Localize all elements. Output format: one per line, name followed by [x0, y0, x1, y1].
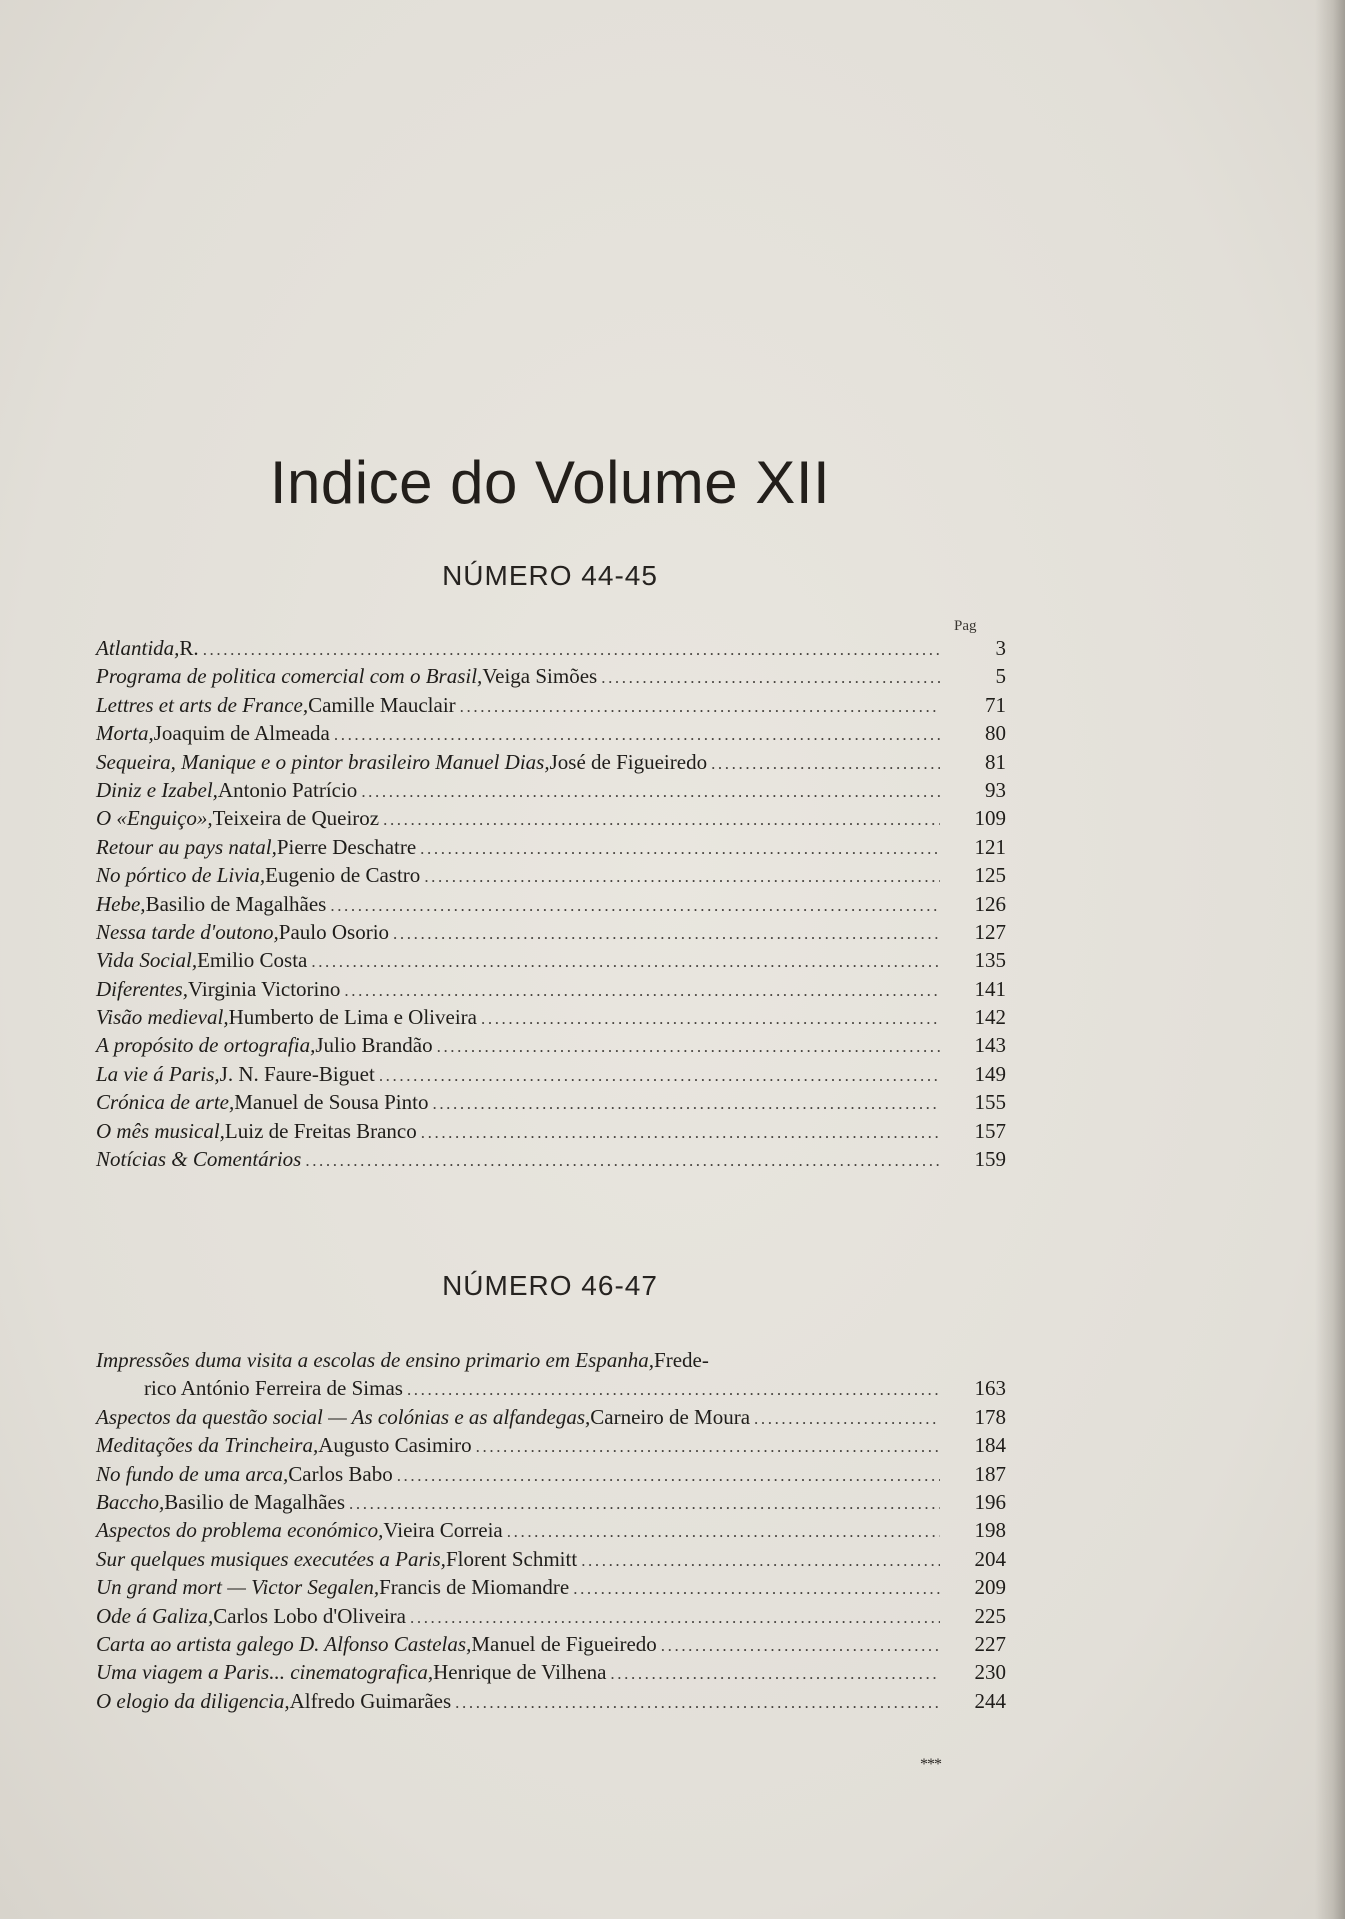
entry-page-number: 163: [974, 1376, 1006, 1401]
entry-page-number: 81: [985, 749, 1006, 774]
entry-author: Carneiro de Moura: [590, 1404, 751, 1429]
entry-title: A propósito de ortografia,: [96, 1033, 316, 1058]
toc-entry: [96, 1031, 1006, 1059]
entry-author: Carlos Babo: [288, 1461, 393, 1486]
toc-entry: [96, 634, 1006, 662]
toc-entry: [96, 1346, 1006, 1403]
toc-entry: [96, 975, 1006, 1003]
entry-page-number: 109: [974, 806, 1006, 831]
entry-author: Frede-: [654, 1348, 709, 1372]
entry-title: Programa de politica comercial com o Brasil,: [96, 664, 483, 689]
leader-dots: [581, 1547, 940, 1575]
entry-page-number: 127: [974, 919, 1006, 944]
section-heading-44-45: NÚMERO 44-45: [442, 560, 658, 591]
entry-page-number: 71: [985, 692, 1006, 717]
entry-title: Sequeira, Manique e o pintor brasileiro Manuel Dias,: [96, 749, 550, 774]
toc-entry: [96, 1658, 1006, 1686]
entry-title: No fundo de uma arca,: [96, 1461, 289, 1486]
entry-author: Pierre Deschatre: [276, 834, 417, 859]
entry-author: Luiz de Freitas Branco: [224, 1118, 417, 1143]
entry-page-number: 209: [974, 1575, 1006, 1600]
entry-title: Uma viagem a Paris... cinematografica,: [96, 1660, 434, 1685]
entry-title: Vida Social,: [96, 948, 198, 973]
entry-author: Humberto de Lima e Oliveira: [228, 1005, 477, 1030]
entry-page-number: 93: [985, 777, 1006, 802]
page-edge-shadow: [1315, 0, 1345, 1919]
toc-list-46-47: [96, 1346, 1006, 1715]
toc-entry: [96, 1573, 1006, 1601]
toc-entry: [96, 719, 1006, 747]
toc-entry: [96, 662, 1006, 690]
entry-page-number: 178: [974, 1404, 1006, 1429]
toc-entry: [96, 776, 1006, 804]
entry-title: Aspectos do problema económico,: [96, 1518, 384, 1543]
leader-dots: [203, 636, 940, 664]
entry-title: Carta ao artista galego D. Alfonso Castelas,: [96, 1631, 472, 1656]
entry-author: Eugenio de Castro: [265, 863, 421, 888]
entry-title: No pórtico de Livia,: [96, 863, 266, 888]
entry-title: Un grand mort — Victor Segalen,: [96, 1575, 380, 1600]
leader-dots: [424, 863, 940, 891]
toc-entry: [96, 1088, 1006, 1116]
entry-title: O mês musical,: [96, 1118, 225, 1143]
toc-entry: [96, 918, 1006, 946]
entry-title: Ode á Galiza,: [96, 1603, 214, 1628]
entry-title: Aspectos da questão social — As colónias e as alfandegas,: [96, 1404, 591, 1429]
entry-author: Virginia Victorino: [187, 976, 341, 1001]
toc-entry: [96, 1516, 1006, 1544]
entry-author: Francis de Miomandre: [379, 1575, 570, 1600]
entry-title: Sur quelques musiques executées a Paris,: [96, 1546, 446, 1571]
entry-title: Diferentes,: [96, 976, 188, 1001]
entry-author: Manuel de Figueiredo: [471, 1631, 657, 1656]
toc-entry: [96, 1060, 1006, 1088]
leader-dots: [305, 1147, 940, 1175]
entry-page-number: 121: [974, 834, 1006, 859]
entry-page-number: 155: [974, 1090, 1006, 1115]
end-ornament: ***: [920, 1756, 941, 1773]
entry-page-number: 143: [974, 1033, 1006, 1058]
entry-author: Basilio de Magalhães: [164, 1489, 346, 1514]
leader-dots: [661, 1632, 940, 1660]
entry-title: O elogio da diligencia,: [96, 1688, 290, 1713]
entry-author: Paulo Osorio: [278, 919, 390, 944]
entry-page-number: 3: [995, 636, 1006, 660]
leader-dots: [349, 1490, 940, 1518]
leader-dots: [573, 1575, 940, 1603]
entry-title: Nessa tarde d'outono,: [96, 919, 279, 944]
entry-page-number: 126: [974, 891, 1006, 916]
entry-author: José de Figueiredo: [549, 749, 708, 774]
entry-author: Augusto Casimiro: [318, 1433, 472, 1458]
entry-author: Manuel de Sousa Pinto: [234, 1090, 429, 1115]
leader-dots: [754, 1405, 940, 1433]
toc-entry: [96, 890, 1006, 918]
entry-author: Henrique de Vilhena: [433, 1660, 607, 1685]
leader-dots: [481, 1005, 940, 1033]
entry-page-number: 230: [974, 1660, 1006, 1685]
entry-page-number: 159: [974, 1147, 1006, 1172]
entry-page-number: 149: [974, 1061, 1006, 1086]
leader-dots: [420, 835, 940, 863]
entry-title: O «Enguiço»,: [96, 806, 213, 831]
entry-page-number: 135: [974, 948, 1006, 973]
entry-author: Emilio Costa: [197, 948, 308, 973]
entry-page-number: 5: [995, 664, 1006, 689]
entry-author: Teixeira de Queiroz: [212, 806, 380, 831]
leader-dots: [432, 1090, 940, 1118]
toc-entry: [96, 1003, 1006, 1031]
leader-dots: [383, 806, 940, 834]
page-title: Indice do Volume XII: [269, 449, 831, 516]
entry-author-continuation: rico António Ferreira de Simas: [144, 1376, 403, 1401]
entry-title: Impressões duma visita a escolas de ensino primario em Espanha,: [96, 1348, 655, 1372]
entry-title: Diniz e Izabel,: [96, 777, 218, 802]
leader-dots: [476, 1433, 940, 1461]
entry-title: Baccho,: [96, 1489, 165, 1514]
toc-entry: [96, 1145, 1006, 1173]
toc-entry: [96, 1687, 1006, 1715]
leader-dots: [330, 892, 940, 920]
toc-entry: [96, 1488, 1006, 1516]
leader-dots: [407, 1376, 940, 1404]
toc-entry: [96, 861, 1006, 889]
toc-entry: [96, 748, 1006, 776]
entry-author: Basilio de Magalhães: [145, 891, 327, 916]
entry-page-number: 184: [974, 1433, 1006, 1458]
entry-author: Carlos Lobo d'Oliveira: [213, 1603, 406, 1628]
leader-dots: [460, 693, 940, 721]
toc-entry: [96, 1630, 1006, 1658]
leader-dots: [507, 1518, 940, 1546]
toc-entry: [96, 691, 1006, 719]
entry-title: Crónica de arte,: [96, 1090, 235, 1115]
toc-entry: [96, 833, 1006, 861]
entry-page-number: 227: [974, 1631, 1006, 1656]
toc-entry: [96, 946, 1006, 974]
leader-dots: [361, 778, 940, 806]
leader-dots: [601, 664, 940, 692]
entry-author: Joaquim de Almeada: [153, 721, 330, 746]
entry-page-number: 141: [974, 976, 1006, 1001]
entry-author: J. N. Faure-Biguet: [219, 1061, 375, 1086]
entry-page-number: 157: [974, 1118, 1006, 1143]
leader-dots: [393, 920, 940, 948]
leader-dots: [379, 1062, 940, 1090]
leader-dots: [397, 1462, 940, 1490]
leader-dots: [610, 1660, 940, 1688]
toc-entry: [96, 804, 1006, 832]
leader-dots: [421, 1119, 940, 1147]
entry-title: Lettres et arts de France,: [96, 692, 309, 717]
section-heading-46-47: NÚMERO 46-47: [442, 1270, 658, 1301]
entry-author: Florent Schmitt: [445, 1546, 578, 1571]
toc-entry: [96, 1545, 1006, 1573]
entry-author: Antonio Patrício: [217, 777, 358, 802]
entry-author: Veiga Simões: [482, 664, 598, 689]
entry-page-number: 196: [974, 1489, 1006, 1514]
leader-dots: [437, 1033, 940, 1061]
leader-dots: [334, 721, 940, 749]
entry-page-number: 80: [985, 721, 1006, 746]
entry-title: La vie á Paris,: [96, 1061, 220, 1086]
leader-dots: [311, 948, 940, 976]
entry-page-number: 142: [974, 1005, 1006, 1030]
entry-page-number: 125: [974, 863, 1006, 888]
entry-page-number: 198: [974, 1518, 1006, 1543]
entry-author: Vieira Correia: [383, 1518, 503, 1543]
leader-dots: [455, 1689, 940, 1717]
entry-author: Alfredo Guimarães: [289, 1688, 452, 1713]
leader-dots: [344, 977, 940, 1005]
entry-title: Notícias & Comentários: [96, 1147, 302, 1172]
toc-list-44-45: [96, 634, 1006, 1173]
toc-entry: [96, 1460, 1006, 1488]
entry-page-number: 204: [974, 1546, 1006, 1571]
entry-author: Camille Mauclair: [308, 692, 456, 717]
entry-title: Atlantida,: [96, 636, 180, 660]
entry-title: Visão medieval,: [96, 1005, 229, 1030]
entry-author: Julio Brandão: [315, 1033, 433, 1058]
entry-page-number: 187: [974, 1461, 1006, 1486]
leader-dots: [711, 750, 940, 778]
leader-dots: [410, 1604, 940, 1632]
entry-title: Morta,: [96, 721, 154, 746]
toc-entry: [96, 1117, 1006, 1145]
toc-entry: [96, 1403, 1006, 1431]
toc-entry: [96, 1602, 1006, 1630]
entry-author: R.: [179, 636, 199, 660]
entry-title: Retour au pays natal,: [96, 834, 277, 859]
entry-page-number: 225: [974, 1603, 1006, 1628]
entry-title: Hebe,: [96, 891, 146, 916]
entry-title: Meditações da Trincheira,: [96, 1433, 319, 1458]
entry-page-number: 244: [974, 1688, 1006, 1713]
page-column-label: Pag: [954, 618, 977, 634]
toc-entry: [96, 1431, 1006, 1459]
